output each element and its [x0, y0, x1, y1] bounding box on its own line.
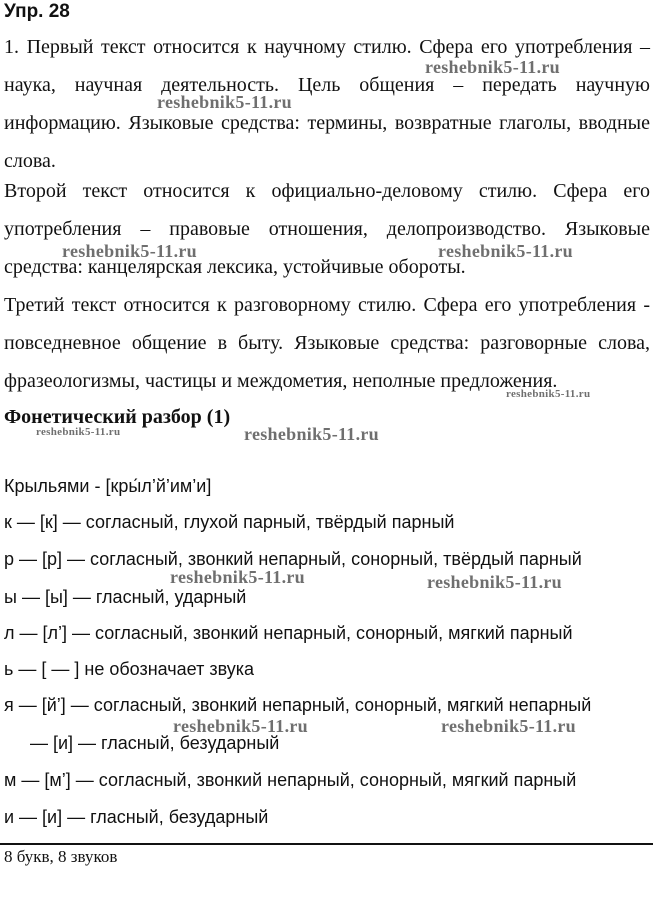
sound-line: к — [к] — согласный, глухой парный, твёрдый парный [4, 512, 455, 532]
watermark: reshebnik5-11.ru [427, 572, 562, 592]
watermark: reshebnik5-11.ru [438, 241, 573, 261]
sound-line: — [и] — гласный, безударный [30, 733, 280, 753]
sound-line: ы — [ы] — гласный, ударный [4, 587, 247, 607]
letters-sounds-count: 8 букв, 8 звуков [4, 847, 118, 866]
watermark: reshebnik5-11.ru [441, 716, 576, 736]
analyzed-word: Крыльями - [кры́л’й’им’и] [4, 476, 212, 496]
phonetic-heading: Фонетический разбор (1) [4, 406, 231, 428]
watermark: reshebnik5-11.ru [36, 426, 121, 438]
paragraph-scientific-style: 1. Первый текст относится к научному стилю. Сфера его употребления – наука, научная деятельность. Цель общения – передать научную информацию. Языковые средства: термины, возвратные глаголы, вводные слова. [4, 36, 650, 172]
divider [0, 843, 653, 845]
watermark: reshebnik5-11.ru [244, 424, 379, 444]
sound-line: ь — [ — ] не обозначает звука [4, 659, 255, 679]
watermark: reshebnik5-11.ru [173, 716, 308, 736]
sound-line: м — [м’] — согласный, звонкий непарный, сонорный, мягкий парный [4, 770, 577, 790]
watermark: reshebnik5-11.ru [157, 92, 292, 112]
watermark: reshebnik5-11.ru [425, 57, 560, 77]
watermark: reshebnik5-11.ru [62, 241, 197, 261]
sound-line: я — [й’] — согласный, звонкий непарный, сонорный, мягкий непарный [4, 695, 592, 715]
sound-line: л — [л’] — согласный, звонкий непарный, сонорный, мягкий парный [4, 623, 573, 643]
sound-line: и — [и] — гласный, безударный [4, 807, 269, 827]
paragraph-official-style: Второй текст относится к официально-деловому стилю. Сфера его употребления – правовые отношения, делопроизводство. Языковые средства: канцелярская лексика, устойчивые обороты. [4, 180, 650, 278]
watermark: reshebnik5-11.ru [506, 388, 591, 400]
watermark: reshebnik5-11.ru [170, 567, 305, 587]
exercise-title: Упр. 28 [4, 1, 70, 22]
paragraph-colloquial-style: Третий текст относится к разговорному стилю. Сфера его употребления - повседневное общение в быту. Языковые средства: разговорные слова, фразеологизмы, частицы и междометия, неполные предложения. [4, 294, 650, 392]
sound-line: р — [р] — согласный, звонкий непарный, сонорный, твёрдый парный [4, 549, 582, 569]
